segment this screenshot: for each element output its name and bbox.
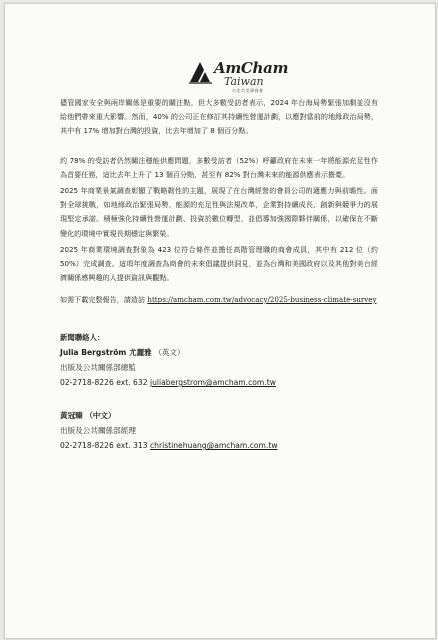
contact-1-name: Julia Bergström 尤麗雅: [60, 348, 152, 357]
contact-1-language: （英文）: [154, 348, 185, 357]
press-contacts-heading: 新聞聯絡人：: [60, 333, 105, 342]
report-download-line: [60, 294, 390, 306]
contact-1-name-line: [60, 347, 185, 359]
contact-2-email-link[interactable]: christinehuang@amcham.com.tw: [149, 441, 278, 450]
paragraph-security: 儘管國家安全與兩岸關係是重要的關注點，但大多數受訪者表示，2024 年台海局勢緊張加劇並沒有給他們帶來重大影響。然而，40% 的公司正在修訂其持續性營運計劃，以應對當前的地緣政治局勢，其中有 17% 增加對台灣的投資，比去年增加了 8 個百分點。: [60, 98, 378, 136]
contact-2-phone-line: [60, 440, 278, 452]
paragraph-energy: 約 78% 的受訪者仍然關注穩能供應問題，多數受訪者（52%）呼籲政府在未來一年將能源充足性作為首要任務，這比去年上升了 13 個百分點，甚至有 82% 對台灣未來的能源供應表示擔憂。: [60, 156, 378, 180]
contact-1-phone-line: [60, 377, 276, 389]
contact-2-name-line: [60, 410, 116, 422]
contact-1-phone: 02-2718-8226 ext. 632: [60, 378, 148, 387]
paragraph-resilience: 2025 年商業景氣調查彰顯了戰略韌性的主題，展現了在台灣經營的會員公司的適應力與前瞻性。面對全球挑戰，如地緣政治緊張局勢、能源的充足性與法規改革，企業對持續成長、創新與競爭力的展現堅定承諾。積極強化持續性營運計劃、投資於數位轉型，並倡導加強國際夥伴關係，以確保在不斷變化的環境中實現長期穩定與繁榮。: [60, 186, 378, 238]
logo-mark-icon: [188, 58, 214, 84]
contact-2-language: （中文）: [85, 411, 116, 420]
logo-country-text: Taiwan: [224, 75, 264, 88]
contact-2-phone: 02-2718-8226 ext. 313: [60, 441, 148, 450]
logo-brand-text: AmCham: [214, 59, 289, 77]
logo-chinese-text: 台北市美國商會: [232, 88, 264, 93]
contact-1-email-link[interactable]: juliabergstrom@amcham.com.tw: [149, 378, 276, 387]
report-url-link[interactable]: https://amcham.com.tw/advocacy/2025-business-climate-survey: [147, 295, 377, 304]
contact-2-title: 出版及公共關係部經理: [60, 426, 136, 435]
amcham-taiwan-logo: [188, 58, 298, 98]
paragraph-survey-method: 2025 年商業環境調查對象為 423 位符合條件並擔任高階管理職的商會成員，其中有 212 位（約 50%）完成調查。這項年度調查為商會的未來倡議提供洞見，並為台灣和美國政府以及其他對美台經濟關係感興趣的人提供資訊與觀點。: [60, 245, 378, 283]
contact-2-name: 黃冠臻: [60, 411, 83, 420]
contact-1-title: 出版及公共關係部總監: [60, 363, 136, 372]
report-prefix: 如需下載完整報告，請造訪: [60, 295, 146, 304]
document-page: [4, 3, 436, 639]
